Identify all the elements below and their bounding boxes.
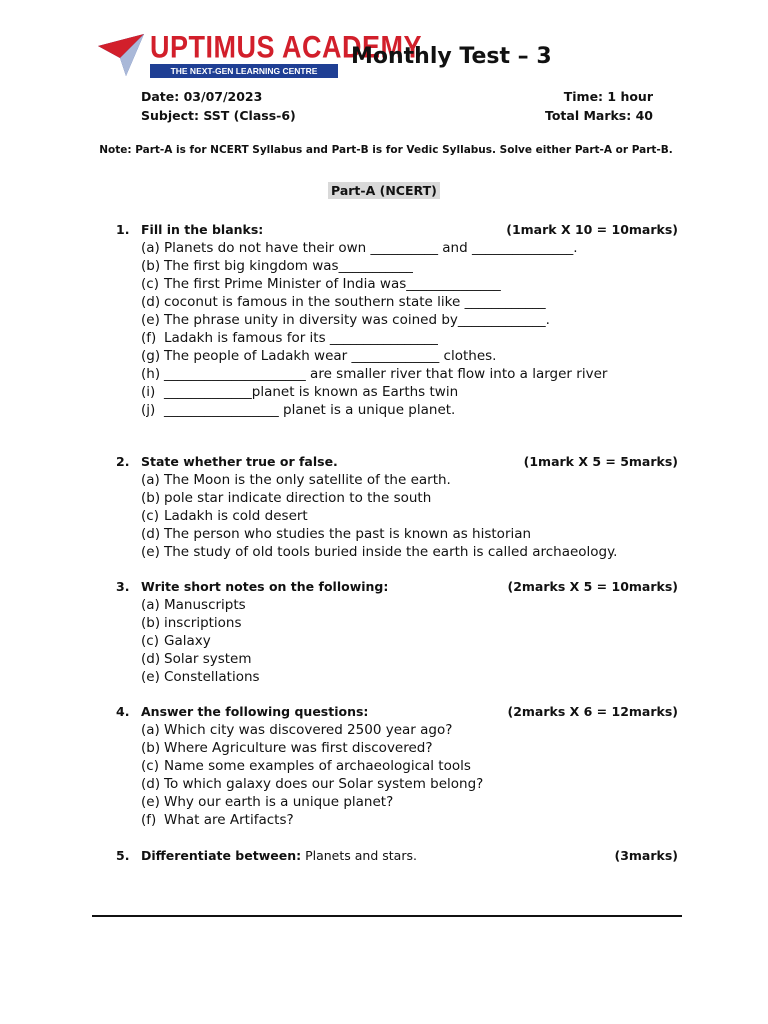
question-heading [116, 848, 678, 866]
item-text: Ladakh is famous for its ________________ [164, 330, 438, 346]
question-number: 2. [116, 454, 130, 469]
item-text: Ladakh is cold desert [164, 508, 308, 524]
item-label: (c) [141, 758, 159, 774]
question-item [116, 384, 678, 402]
question-item [116, 758, 678, 776]
exam-date: Date: 03/07/2023 [141, 89, 263, 104]
question-title: Answer the following questions: [141, 704, 369, 719]
question-number: 4. [116, 704, 130, 719]
item-text: Solar system [164, 651, 252, 667]
item-text: Planets do not have their own __________ and _______________. [164, 240, 578, 256]
item-text: Manuscripts [164, 597, 246, 613]
question-4 [116, 704, 678, 830]
part-title: Part-A (NCERT) [328, 182, 440, 199]
question-item [116, 258, 678, 276]
question-item [116, 240, 678, 258]
item-label: (d) [141, 294, 161, 310]
question-item [116, 276, 678, 294]
item-label: (i) [141, 384, 156, 400]
question-item [116, 490, 678, 508]
question-item [116, 472, 678, 490]
item-text: inscriptions [164, 615, 242, 631]
item-text: The study of old tools buried inside the earth is called archaeology. [164, 544, 618, 560]
item-label: (e) [141, 669, 160, 685]
item-label: (f) [141, 812, 157, 828]
question-heading [116, 454, 678, 472]
question-3 [116, 579, 678, 687]
exam-total-marks: Total Marks: 40 [544, 108, 653, 123]
question-title: Differentiate between: [141, 848, 302, 863]
question-item [116, 294, 678, 312]
paper-plane-logo-icon [96, 32, 146, 78]
question-item [116, 669, 678, 687]
item-text: Galaxy [164, 633, 211, 649]
item-label: (j) [141, 402, 156, 418]
item-text: Constellations [164, 669, 260, 685]
question-title: Write short notes on the following: [141, 579, 389, 594]
item-label: (d) [141, 651, 161, 667]
item-label: (e) [141, 794, 160, 810]
item-label: (b) [141, 258, 161, 274]
question-item [116, 615, 678, 633]
question-item [116, 651, 678, 669]
question-item [116, 740, 678, 758]
question-item [116, 544, 678, 562]
item-label: (a) [141, 722, 160, 738]
item-label: (g) [141, 348, 161, 364]
item-text: pole star indicate direction to the south [164, 490, 432, 506]
question-marks: (1mark X 5 = 5marks) [523, 454, 678, 469]
question-2 [116, 454, 678, 562]
item-label: (c) [141, 508, 159, 524]
question-number: 3. [116, 579, 130, 594]
logo-tagline: THE NEXT-GEN LEARNING CENTRE [150, 64, 338, 78]
question-1 [116, 222, 678, 420]
question-marks: (2marks X 5 = 10marks) [507, 579, 678, 594]
question-marks: (3marks) [614, 848, 678, 863]
item-text: _____________planet is known as Earths twin [164, 384, 459, 400]
item-text: Where Agriculture was first discovered? [164, 740, 433, 756]
item-label: (d) [141, 776, 161, 792]
item-text: The people of Ladakh wear _____________ clothes. [164, 348, 497, 364]
question-item [116, 597, 678, 615]
question-marks: (1mark X 10 = 10marks) [506, 222, 678, 237]
item-text: The person who studies the past is known as historian [164, 526, 532, 542]
item-text: To which galaxy does our Solar system belong? [164, 776, 484, 792]
item-label: (e) [141, 544, 160, 560]
item-label: (b) [141, 490, 161, 506]
footer-divider [92, 915, 682, 917]
question-title: Fill in the blanks: [141, 222, 264, 237]
item-label: (f) [141, 330, 157, 346]
question-heading [116, 579, 678, 597]
item-label: (c) [141, 633, 159, 649]
question-5 [116, 848, 678, 866]
question-item [116, 776, 678, 794]
question-item [116, 348, 678, 366]
question-item [116, 366, 678, 384]
item-text: What are Artifacts? [164, 812, 294, 828]
question-number: 1. [116, 222, 130, 237]
item-text: The first big kingdom was___________ [164, 258, 413, 274]
item-label: (a) [141, 472, 160, 488]
test-title: Monthly Test – 3 [351, 44, 552, 69]
instructions-note: Note: Part-A is for NCERT Syllabus and Part-B is for Vedic Syllabus. Solve either Part-A or Part-B. [99, 144, 673, 156]
question-item [116, 402, 678, 420]
exam-subject: Subject: SST (Class-6) [141, 108, 296, 123]
item-label: (d) [141, 526, 161, 542]
question-item [116, 330, 678, 348]
question-item [116, 633, 678, 651]
item-text: The Moon is the only satellite of the earth. [164, 472, 451, 488]
question-item [116, 812, 678, 830]
item-text: The phrase unity in diversity was coined by_____________. [164, 312, 550, 328]
question-marks: (2marks X 6 = 12marks) [507, 704, 678, 719]
item-label: (b) [141, 740, 161, 756]
question-heading [116, 222, 678, 240]
item-text: coconut is famous in the southern state like ____________ [164, 294, 546, 310]
question-number: 5. [116, 848, 130, 863]
question-title-wrapper [141, 848, 417, 863]
question-item [116, 794, 678, 812]
item-text: Why our earth is a unique planet? [164, 794, 394, 810]
item-label: (c) [141, 276, 159, 292]
item-label: (a) [141, 240, 160, 256]
logo-name: UPTIMUS ACADEMY [150, 30, 423, 65]
item-text: _________________ planet is a unique planet. [164, 402, 456, 418]
question-item [116, 722, 678, 740]
item-label: (a) [141, 597, 160, 613]
question-item [116, 526, 678, 544]
question-title: State whether true or false. [141, 454, 338, 469]
item-text: The first Prime Minister of India was______________ [164, 276, 501, 292]
exam-time: Time: 1 hour [563, 89, 653, 104]
item-label: (b) [141, 615, 161, 631]
question-item [116, 508, 678, 526]
item-text: Which city was discovered 2500 year ago? [164, 722, 453, 738]
item-label: (h) [141, 366, 161, 382]
question-item [116, 312, 678, 330]
question-heading [116, 704, 678, 722]
item-text: Name some examples of archaeological tools [164, 758, 471, 774]
question-title-rest: Planets and stars. [301, 848, 417, 863]
item-label: (e) [141, 312, 160, 328]
item-text: _____________________ are smaller river that flow into a larger river [164, 366, 608, 382]
